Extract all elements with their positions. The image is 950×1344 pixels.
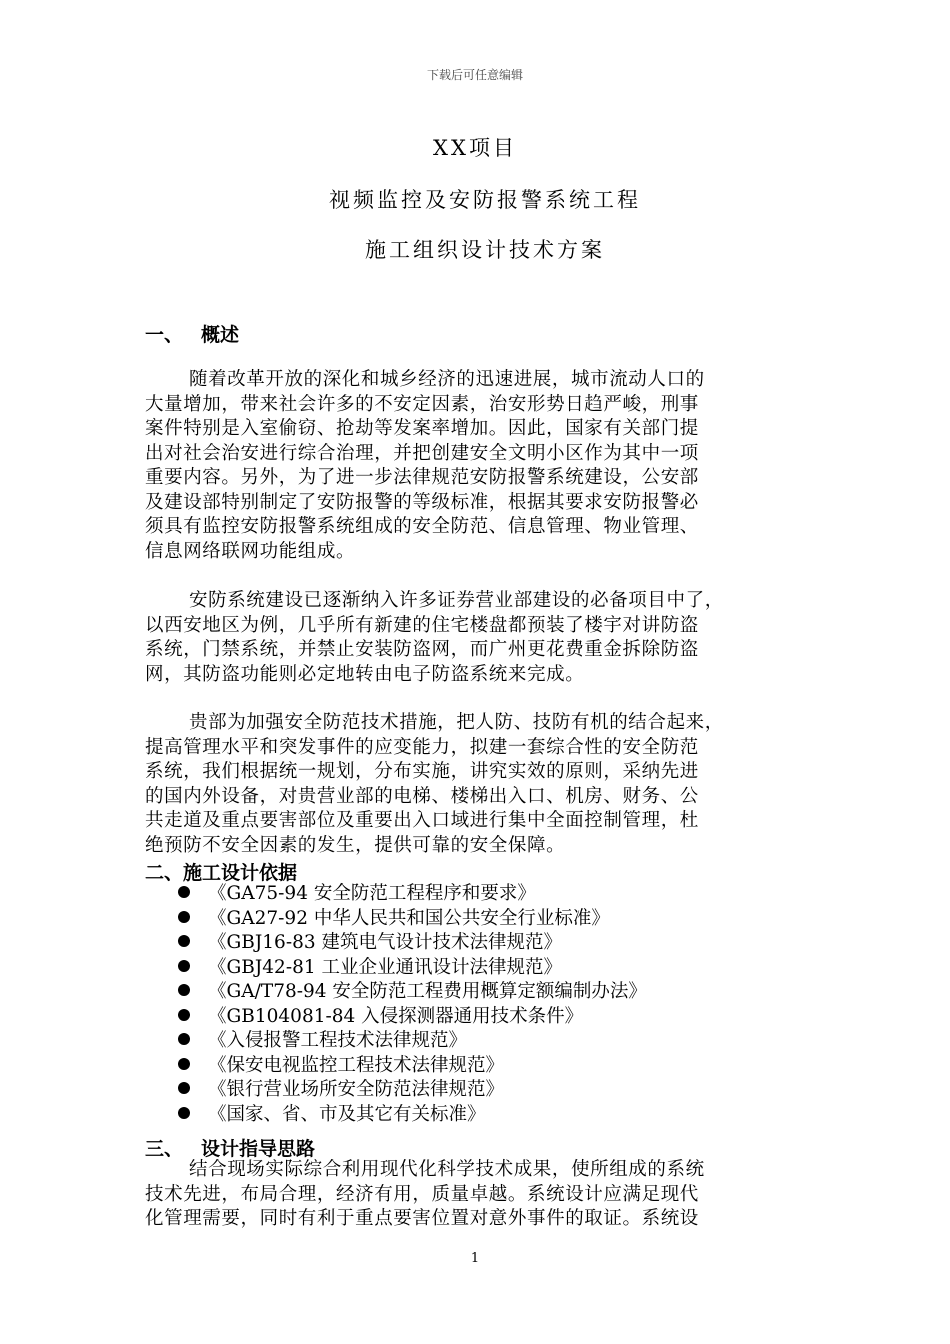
list-item-text: 《保安电视监控工程技术法律规范》 xyxy=(208,1054,505,1076)
paragraph-line: 共走道及重点要害部位及重要出入口域进行集中全面控制管理，杜 xyxy=(145,810,699,831)
paragraph-line: 信息网络联网功能组成。 xyxy=(145,540,356,562)
paragraph-line: 提高管理水平和突发事件的应变能力，拟建一套综合性的安全防范 xyxy=(145,736,699,758)
paragraph-1 xyxy=(145,368,810,564)
list-item xyxy=(178,1103,647,1128)
section3-heading xyxy=(145,1134,315,1161)
paragraph-line: 大量增加，带来社会许多的不安定因素，治安形势日趋严峻，刑事 xyxy=(145,393,699,415)
paragraph-line: 及建设部特别制定了安防报警的等级标准，根据其要求安防报警必 xyxy=(145,491,699,513)
paragraph-line: 重要内容。另外，为了进一步法律规范安防报警系统建设，公安部 xyxy=(145,467,699,488)
paragraph-3 xyxy=(145,711,810,858)
list-item xyxy=(178,931,647,956)
section2-heading: 二、施工设计依据 xyxy=(145,862,298,884)
list-item-text: 《GBJ16-83 建筑电气设计技术法律规范》 xyxy=(208,932,563,953)
list-item-text: 《GA75-94 安全防范工程程序和要求》 xyxy=(208,883,536,904)
bullet-icon xyxy=(178,1009,190,1021)
bullet-icon xyxy=(178,1107,190,1119)
list-item-text: 《GB104081-84 入侵探测器通用技术条件》 xyxy=(208,1005,584,1027)
bullet-icon xyxy=(178,1033,190,1045)
paragraph-4 xyxy=(145,1158,810,1232)
paragraph-line: 以西安地区为例，几乎所有新建的住宅楼盘都预装了楼宇对讲防盗 xyxy=(145,614,699,636)
paragraph-line: 出对社会治安进行综合治理，并把创建安全文明小区作为其中一项 xyxy=(145,442,699,464)
page-number: 1 xyxy=(470,1251,480,1266)
paragraph-line: 绝预防不安全因素的发生，提供可靠的安全保障。 xyxy=(145,834,566,856)
list-item xyxy=(178,1078,647,1103)
paragraph-line: 须具有监控安防报警系统组成的安全防范、信息管理、物业管理、 xyxy=(145,516,699,537)
list-item-text: 《GBJ42-81 工业企业通讯设计法律规范》 xyxy=(208,956,563,978)
section3-number: 三、 xyxy=(145,1138,184,1160)
title-plan: 施工组织设计技术方案 xyxy=(365,238,605,262)
section1-heading xyxy=(145,320,239,347)
paragraph-line: 案件特别是入室偷窃、抢劫等发案率增加。因此，国家有关部门提 xyxy=(145,418,699,439)
standards-list xyxy=(178,882,647,1127)
bullet-icon xyxy=(178,911,190,923)
bullet-icon xyxy=(178,1058,190,1070)
section1-number: 一、 xyxy=(145,324,184,346)
bullet-icon xyxy=(178,886,190,898)
list-item xyxy=(178,980,647,1005)
section1-title: 概述 xyxy=(201,324,240,346)
title-system: 视频监控及安防报警系统工程 xyxy=(329,188,641,212)
list-item xyxy=(178,956,647,981)
list-item xyxy=(178,882,647,907)
section3-title: 设计指导思路 xyxy=(201,1138,316,1160)
paragraph-line: 系统，门禁系统，并禁止安装防盗网，而广州更花费重金拆除防盗 xyxy=(145,639,699,660)
list-item-text: 《银行营业场所安全防范法律规范》 xyxy=(208,1079,505,1100)
title-project: XX项目 xyxy=(433,136,517,160)
list-item-text: 《GA/T78-94 安全防范工程费用概算定额编制办法》 xyxy=(208,981,647,1002)
list-item xyxy=(178,1054,647,1079)
header-note: 下载后可任意编辑 xyxy=(426,68,523,82)
bullet-icon xyxy=(178,1082,190,1094)
list-item xyxy=(178,1029,647,1054)
list-item-text: 《GA27-92 中华人民共和国公共安全行业标准》 xyxy=(208,907,610,929)
list-item-text: 《入侵报警工程技术法律规范》 xyxy=(208,1030,468,1051)
list-item-text: 《国家、省、市及其它有关标准》 xyxy=(208,1103,486,1125)
paragraph-2 xyxy=(145,589,810,687)
bullet-icon xyxy=(178,960,190,972)
paragraph-line: 化管理需要，同时有利于重点要害位置对意外事件的取证。系统设 xyxy=(145,1208,699,1229)
paragraph-line: 网，其防盗功能则必定地转由电子防盗系统来完成。 xyxy=(145,663,585,685)
paragraph-line: 随着改革开放的深化和城乡经济的迅速进展，城市流动人口的 xyxy=(189,369,705,390)
paragraph-line: 技术先进，布局合理，经济有用，质量卓越。系统设计应满足现代 xyxy=(145,1183,699,1205)
paragraph-line: 结合现场实际综合利用现代化科学技术成果，使所组成的系统 xyxy=(189,1159,705,1180)
bullet-icon xyxy=(178,935,190,947)
paragraph-line: 系统，我们根据统一规划，分布实施，讲究实效的原则，采纳先进 xyxy=(145,761,699,782)
bullet-icon xyxy=(178,984,190,996)
paragraph-line: 的国内外设备，对贵营业部的电梯、楼梯出入口、机房、财务、公 xyxy=(145,785,699,807)
paragraph-line: 安防系统建设已逐渐纳入许多证券营业部建设的必备项目中了， xyxy=(189,590,724,611)
paragraph-line: 贵部为加强安全防范技术措施，把人防、技防有机的结合起来， xyxy=(189,712,724,733)
list-item xyxy=(178,1005,647,1030)
list-item xyxy=(178,907,647,932)
